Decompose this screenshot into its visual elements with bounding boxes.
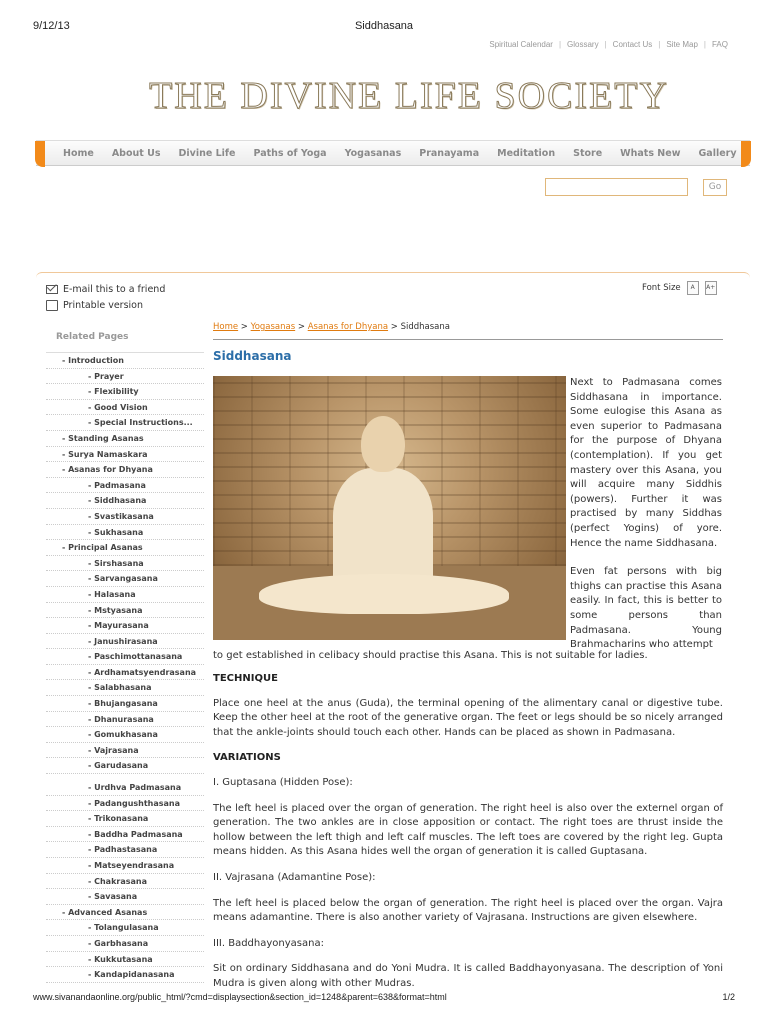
sidebar-item-asanas-for-dhyana[interactable]: - Asanas for Dhyana — [46, 462, 204, 478]
sidebar-item-padangushthasana[interactable]: - Padangushthasana — [46, 796, 204, 812]
main-nav — [36, 140, 750, 166]
sidebar-item-special-instructions[interactable]: - Special Instructions... — [46, 415, 204, 431]
related-pages-sidebar — [46, 320, 204, 983]
variation-3-text: Sit on ordinary Siddhasana and do Yoni Mudra. It is called Baddhayonyasana. The description of Yoni Mudra is given along with other Mudras. — [213, 963, 723, 989]
breadcrumb-home[interactable]: Home — [213, 322, 239, 332]
variation-3-title: III. Baddhayonyasana: — [213, 937, 324, 949]
link-faq[interactable]: FAQ — [711, 40, 728, 49]
font-size-control — [642, 281, 717, 295]
sidebar-item-padhastasana[interactable]: - Padhastasana — [46, 842, 204, 858]
intro-paragraph-2: Even fat persons with big thighs can practise this Asana easily. In fact, this is better to some persons than Padmasana. Young Brahmacharins who attempt — [570, 566, 722, 651]
sidebar-item-paschimottanasana[interactable]: - Paschimottanasana — [46, 649, 204, 665]
sidebar-item-kukkutasana[interactable]: - Kukkutasana — [46, 952, 204, 968]
link-contact-us[interactable]: Contact Us — [612, 40, 653, 49]
breadcrumb-current: Siddhasana — [400, 322, 450, 332]
email-friend-link[interactable] — [46, 284, 165, 295]
font-size-label: Font Size — [642, 283, 681, 293]
variation-1-text: The left heel is placed over the organ of generation. The right heel is also over the externel organ of generation. The two ankles are in close apposition or contact. The right toes are thrust inside the hollow between the left thigh and left calf muscles. The left toes are covered by the right leg. Gupta means hidden. As this Asana hides well the organ of generation it is called Guptasana. — [213, 802, 723, 858]
sidebar-item-svastikasana[interactable]: - Svastikasana — [46, 509, 204, 525]
search-input[interactable] — [545, 178, 688, 196]
sidebar-item-garbhasana[interactable]: - Garbhasana — [46, 936, 204, 952]
sidebar-item-kandapidanasana[interactable]: - Kandapidanasana — [46, 967, 204, 983]
sidebar-heading: Related Pages — [46, 320, 204, 353]
print-header — [0, 0, 768, 40]
variation-1-title: I. Guptasana (Hidden Pose): — [213, 776, 353, 788]
nav-divine-life[interactable]: Divine Life — [178, 147, 236, 159]
technique-text: Place one heel at the anus (Guda), the terminal opening of the alimentary canal or digestive tube. Keep the other heel at the root of the generative organ. The feet or legs should be so nicely arranged that the ankle-joints should touch each other. Hands can be placed as shown in Padmasana. — [213, 697, 723, 738]
font-increase-button[interactable]: A+ — [705, 281, 717, 295]
print-page-number: 1/2 — [722, 992, 735, 1002]
sidebar-item-ardhamatsyendrasana[interactable]: - Ardhamatsyendrasana — [46, 665, 204, 681]
sidebar-item-garudasana[interactable]: - Garudasana — [46, 758, 204, 774]
nav-pranayama[interactable]: Pranayama — [419, 147, 480, 159]
sidebar-item-vajrasana[interactable]: - Vajrasana — [46, 743, 204, 759]
search-go-button[interactable]: Go — [703, 179, 727, 196]
sidebar-item-matseyendrasana[interactable]: - Matseyendrasana — [46, 858, 204, 874]
sidebar-item-sirshasana[interactable]: - Sirshasana — [46, 556, 204, 572]
link-glossary[interactable]: Glossary — [567, 40, 599, 49]
nav-home[interactable]: Home — [63, 147, 94, 159]
email-friend-label: E-mail this to a friend — [63, 284, 166, 295]
sidebar-item-gomukhasana[interactable]: - Gomukhasana — [46, 727, 204, 743]
font-decrease-button[interactable]: A — [687, 281, 699, 295]
sidebar-list — [46, 353, 204, 983]
sidebar-item-introduction[interactable]: - Introduction — [46, 353, 204, 369]
sidebar-item-flexibility[interactable]: - Flexibility — [46, 384, 204, 400]
sidebar-item-janushirasana[interactable]: - Janushirasana — [46, 634, 204, 650]
printable-version-link[interactable] — [46, 300, 143, 311]
nav-paths-of-yoga[interactable]: Paths of Yoga — [253, 147, 327, 159]
sidebar-item-chakrasana[interactable]: - Chakrasana — [46, 874, 204, 890]
sidebar-item-sukhasana[interactable]: - Sukhasana — [46, 525, 204, 541]
print-date: 9/12/13 — [33, 20, 70, 32]
sidebar-item-siddhasana[interactable]: - Siddhasana — [46, 493, 204, 509]
breadcrumb-asanas-for-dhyana[interactable]: Asanas for Dhyana — [307, 322, 389, 332]
variation-2-title: II. Vajrasana (Adamantine Pose): — [213, 871, 376, 883]
sidebar-item-trikonasana[interactable]: - Trikonasana — [46, 811, 204, 827]
nav-gallery[interactable]: Gallery — [698, 147, 737, 159]
sidebar-item-tolangulasana[interactable]: - Tolangulasana — [46, 920, 204, 936]
printer-icon — [46, 300, 58, 311]
intro-paragraph-1: Next to Padmasana comes Siddhasana in importance. Some eulogise this Asana as even superior to Padmasana for the purpose of Dhyana (contemplation). If you get mastery over this Asana, you will acquire many Siddhis (powers). Further it was practised by many Siddhas (perfect Yogins) of yore. Hence the name Siddhasana. — [570, 377, 722, 549]
sidebar-item-salabhasana[interactable]: - Salabhasana — [46, 680, 204, 696]
siddhasana-photo — [213, 376, 566, 640]
sidebar-item-prayer[interactable]: - Prayer — [46, 369, 204, 385]
intro-paragraph-tail: to get established in celibacy should practise this Asana. This is not suitable for ladies. — [213, 650, 648, 661]
sidebar-item-bhujangasana[interactable]: - Bhujangasana — [46, 696, 204, 712]
print-footer — [33, 992, 735, 1002]
top-links: Spiritual Calendar | Glossary | Contact Us | Site Map | FAQ — [489, 40, 728, 49]
sidebar-item-dhanurasana[interactable]: - Dhanurasana — [46, 712, 204, 728]
sidebar-item-standing-asanas[interactable]: - Standing Asanas — [46, 431, 204, 447]
printable-version-label: Printable version — [63, 300, 144, 311]
sidebar-item-urdhva-padmasana[interactable]: - Urdhva Padmasana — [46, 780, 204, 796]
variation-2-text: The left heel is placed below the organ of generation. The right heel is placed over the organ. Vajra means adamantine. There is also another variety of Vajrasana. Instructions are given elsewhere. — [213, 897, 723, 924]
page-title: Siddhasana — [213, 349, 292, 363]
sidebar-item-advanced-asanas[interactable]: - Advanced Asanas — [46, 905, 204, 921]
sidebar-item-savasana[interactable]: - Savasana — [46, 889, 204, 905]
intro-text — [570, 376, 722, 653]
sidebar-item-mstyasana[interactable]: - Mstyasana — [46, 603, 204, 619]
sidebar-item-mayurasana[interactable]: - Mayurasana — [46, 618, 204, 634]
sidebar-item-padmasana[interactable]: - Padmasana — [46, 478, 204, 494]
article-body — [213, 672, 723, 1003]
nav-whats-new[interactable]: Whats New — [620, 147, 681, 159]
sidebar-item-baddha-padmasana[interactable]: - Baddha Padmasana — [46, 827, 204, 843]
main-content — [213, 320, 723, 989]
nav-yogasanas[interactable]: Yogasanas — [344, 147, 402, 159]
sidebar-item-surya-namaskara[interactable]: - Surya Namaskara — [46, 447, 204, 463]
print-title: Siddhasana — [354, 20, 414, 32]
link-site-map[interactable]: Site Map — [666, 40, 698, 49]
breadcrumb-yogasanas[interactable]: Yogasanas — [250, 322, 296, 332]
nav-about-us[interactable]: About Us — [111, 147, 161, 159]
breadcrumb: Home > Yogasanas > Asanas for Dhyana > Siddhasana — [213, 320, 723, 340]
sidebar-item-principal-asanas[interactable]: - Principal Asanas — [46, 540, 204, 556]
link-spiritual-calendar[interactable]: Spiritual Calendar — [489, 40, 553, 49]
sidebar-item-sarvangasana[interactable]: - Sarvangasana — [46, 571, 204, 587]
nav-store[interactable]: Store — [573, 147, 603, 159]
print-url: www.sivanandaonline.org/public_html/?cmd=displaysection&section_id=1248&parent=638&format=html — [33, 992, 447, 1002]
variations-heading: VARIATIONS — [213, 752, 281, 764]
technique-heading: TECHNIQUE — [213, 673, 278, 684]
envelope-icon — [46, 285, 58, 294]
nav-meditation[interactable]: Meditation — [497, 147, 556, 159]
site-logo[interactable]: THE DIVINE LIFE SOCIETY — [149, 75, 669, 117]
sidebar-item-halasana[interactable]: - Halasana — [46, 587, 204, 603]
sidebar-item-good-vision[interactable]: - Good Vision — [46, 400, 204, 416]
